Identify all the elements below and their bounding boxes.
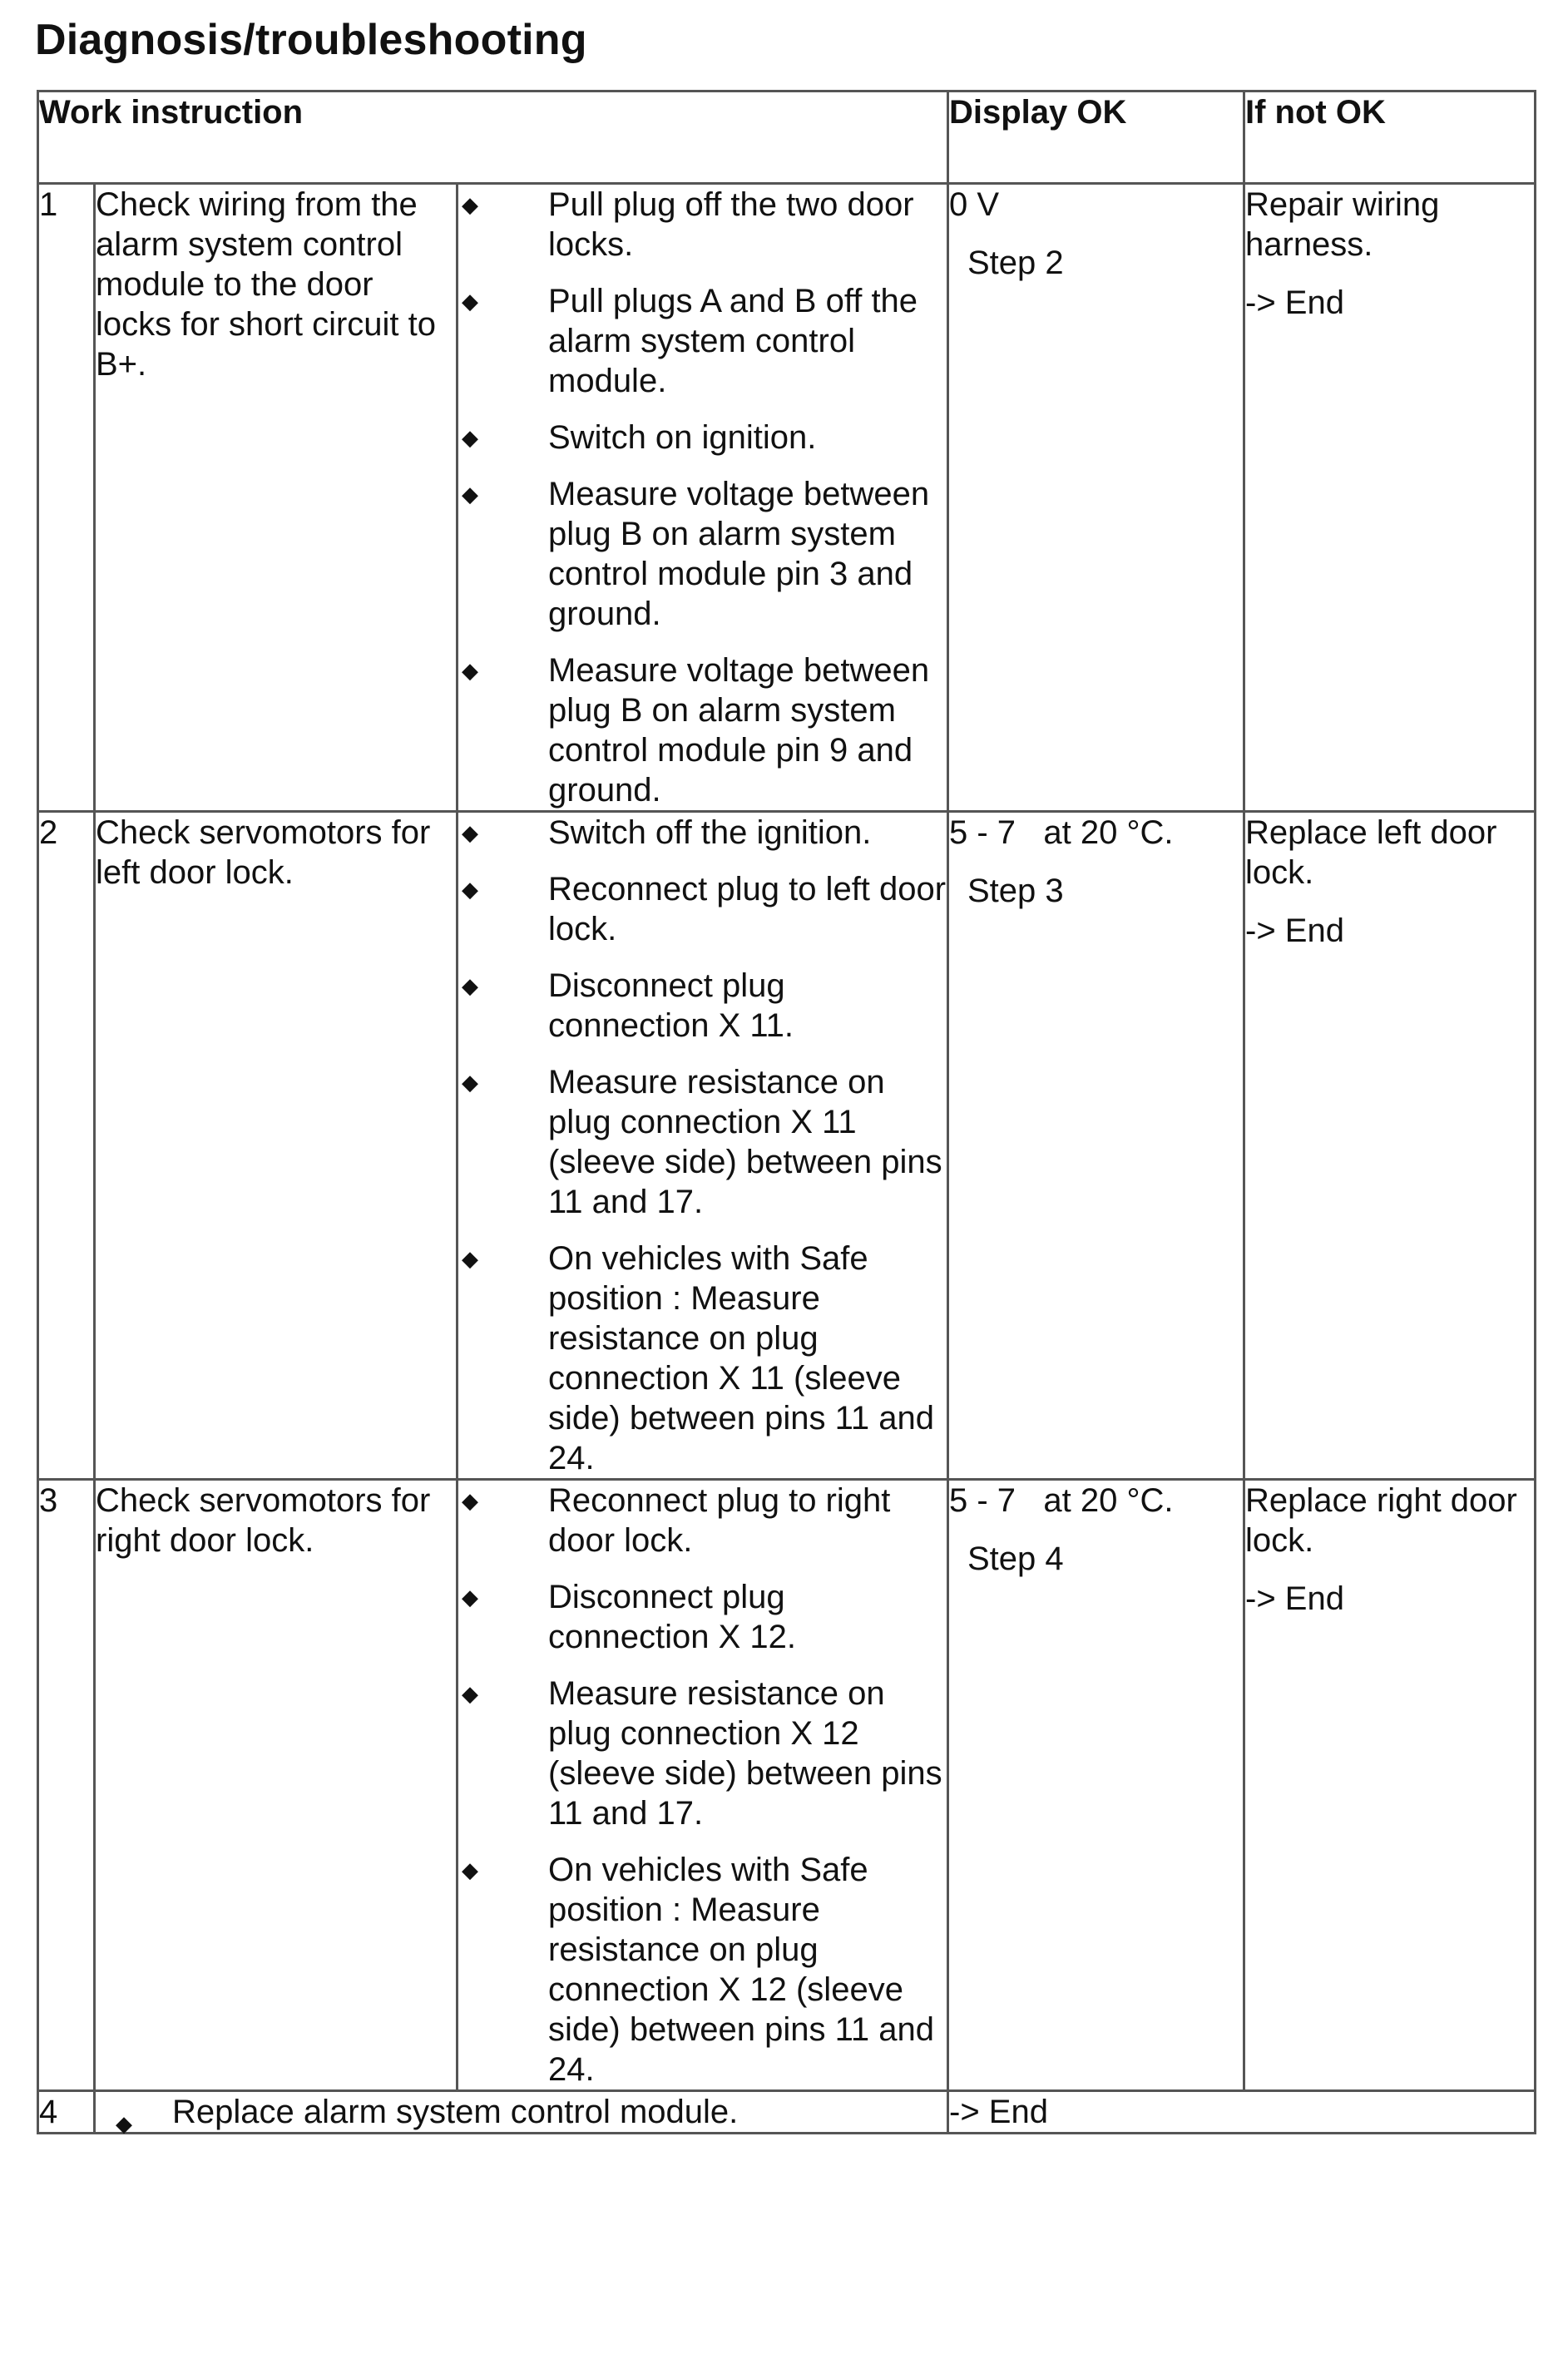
step-text: Measure voltage between plug B on alarm system control module pin 3 and ground. — [548, 476, 930, 632]
step-text: On vehicles with Safe position : Measure resistance on plug connection X 12 (sleeve side) between pins 11 and 24. — [548, 1852, 935, 2088]
list-item — [458, 813, 947, 853]
list-item — [458, 474, 947, 634]
step-text: Disconnect plug connection X 12. — [548, 1579, 796, 1655]
page-title: Diagnosis/troubleshooting — [35, 16, 587, 64]
display-ok-cell — [948, 812, 1244, 1480]
final-action-text: Replace alarm system control module. — [172, 2094, 739, 2130]
list-item — [458, 1481, 947, 1560]
if-not-ok-cell — [1244, 1480, 1536, 2091]
diamond-bullet-icon: ◆ — [462, 973, 478, 998]
check-description: Check servomotors for right door lock. — [95, 1480, 458, 2091]
list-item — [458, 1577, 947, 1657]
diamond-bullet-icon: ◆ — [462, 192, 478, 217]
if-not-ok-cell — [1244, 812, 1536, 1480]
diamond-bullet-icon: ◆ — [462, 1681, 478, 1706]
diamond-bullet-icon: ◆ — [462, 1857, 478, 1882]
final-end-ref: -> End — [948, 2091, 1536, 2134]
diamond-bullet-icon: ◆ — [462, 658, 478, 683]
diamond-bullet-icon: ◆ — [462, 425, 478, 450]
list-item — [458, 650, 947, 810]
remedy-text: Repair wiring harness. — [1245, 186, 1440, 263]
step-text: Pull plugs A and B off the alarm system control module. — [548, 283, 918, 399]
list-item — [458, 281, 947, 401]
next-step-ref: Step 2 — [967, 245, 1064, 281]
check-description: Check wiring from the alarm system control module to the door locks for short circuit to B+. — [95, 184, 458, 812]
display-ok-value: 5 - 7 at 20 °C. — [949, 814, 1174, 851]
final-action-cell — [95, 2091, 948, 2134]
list-item — [458, 1239, 947, 1478]
step-number: 2 — [38, 812, 95, 1480]
diamond-bullet-icon: ◆ — [462, 1070, 478, 1095]
table-row-final — [38, 2091, 1536, 2134]
list-item — [458, 185, 947, 265]
diamond-bullet-icon: ◆ — [462, 1585, 478, 1610]
step-text: Disconnect plug connection X 11. — [548, 967, 794, 1044]
step-text: Reconnect plug to right door lock. — [548, 1482, 891, 1559]
remedy-text: Replace right door lock. — [1245, 1482, 1517, 1559]
diamond-bullet-icon: ◆ — [116, 2111, 132, 2136]
diamond-bullet-icon: ◆ — [462, 820, 478, 845]
procedure-steps — [458, 812, 948, 1480]
table-header-row — [38, 91, 1536, 184]
diamond-bullet-icon: ◆ — [462, 289, 478, 314]
list-item — [458, 1062, 947, 1222]
list-item — [458, 1674, 947, 1833]
end-ref: -> End — [1245, 912, 1344, 949]
step-text: Switch off the ignition. — [548, 814, 872, 851]
step-text: On vehicles with Safe position : Measure resistance on plug connection X 11 (sleeve side) between pins 11 and 24. — [548, 1240, 935, 1476]
remedy-text: Replace left door lock. — [1245, 814, 1497, 891]
step-text: Pull plug off the two door locks. — [548, 186, 914, 263]
step-number: 4 — [38, 2091, 95, 2134]
table-row — [38, 812, 1536, 1480]
list-item — [458, 869, 947, 949]
diagnosis-table — [37, 90, 1536, 2134]
header-display-ok: Display OK — [948, 91, 1244, 184]
end-ref: -> End — [1245, 1580, 1344, 1617]
procedure-steps — [458, 1480, 948, 2091]
step-number: 1 — [38, 184, 95, 812]
step-text: Measure resistance on plug connection X 12 (sleeve side) between pins 11 and 17. — [548, 1675, 942, 1832]
list-item — [458, 966, 947, 1046]
display-ok-cell — [948, 1480, 1244, 2091]
step-number: 3 — [38, 1480, 95, 2091]
list-item — [458, 1850, 947, 2089]
header-if-not-ok: If not OK — [1244, 91, 1536, 184]
header-work-instruction: Work instruction — [38, 91, 948, 184]
diamond-bullet-icon: ◆ — [462, 1246, 478, 1271]
step-text: Reconnect plug to left door lock. — [548, 871, 947, 947]
display-ok-value: 0 V — [949, 186, 1000, 223]
diamond-bullet-icon: ◆ — [462, 482, 478, 507]
display-ok-value: 5 - 7 at 20 °C. — [949, 1482, 1174, 1519]
table-row — [38, 184, 1536, 812]
procedure-steps — [458, 184, 948, 812]
step-text: Measure voltage between plug B on alarm system control module pin 9 and ground. — [548, 652, 930, 809]
check-description: Check servomotors for left door lock. — [95, 812, 458, 1480]
diamond-bullet-icon: ◆ — [462, 1488, 478, 1513]
list-item — [458, 418, 947, 457]
next-step-ref: Step 4 — [967, 1540, 1064, 1577]
diamond-bullet-icon: ◆ — [462, 877, 478, 902]
display-ok-cell — [948, 184, 1244, 812]
next-step-ref: Step 3 — [967, 873, 1064, 909]
table-row — [38, 1480, 1536, 2091]
if-not-ok-cell — [1244, 184, 1536, 812]
end-ref: -> End — [1245, 284, 1344, 321]
step-text: Switch on ignition. — [548, 419, 817, 456]
step-text: Measure resistance on plug connection X 11 (sleeve side) between pins 11 and 17. — [548, 1064, 942, 1220]
